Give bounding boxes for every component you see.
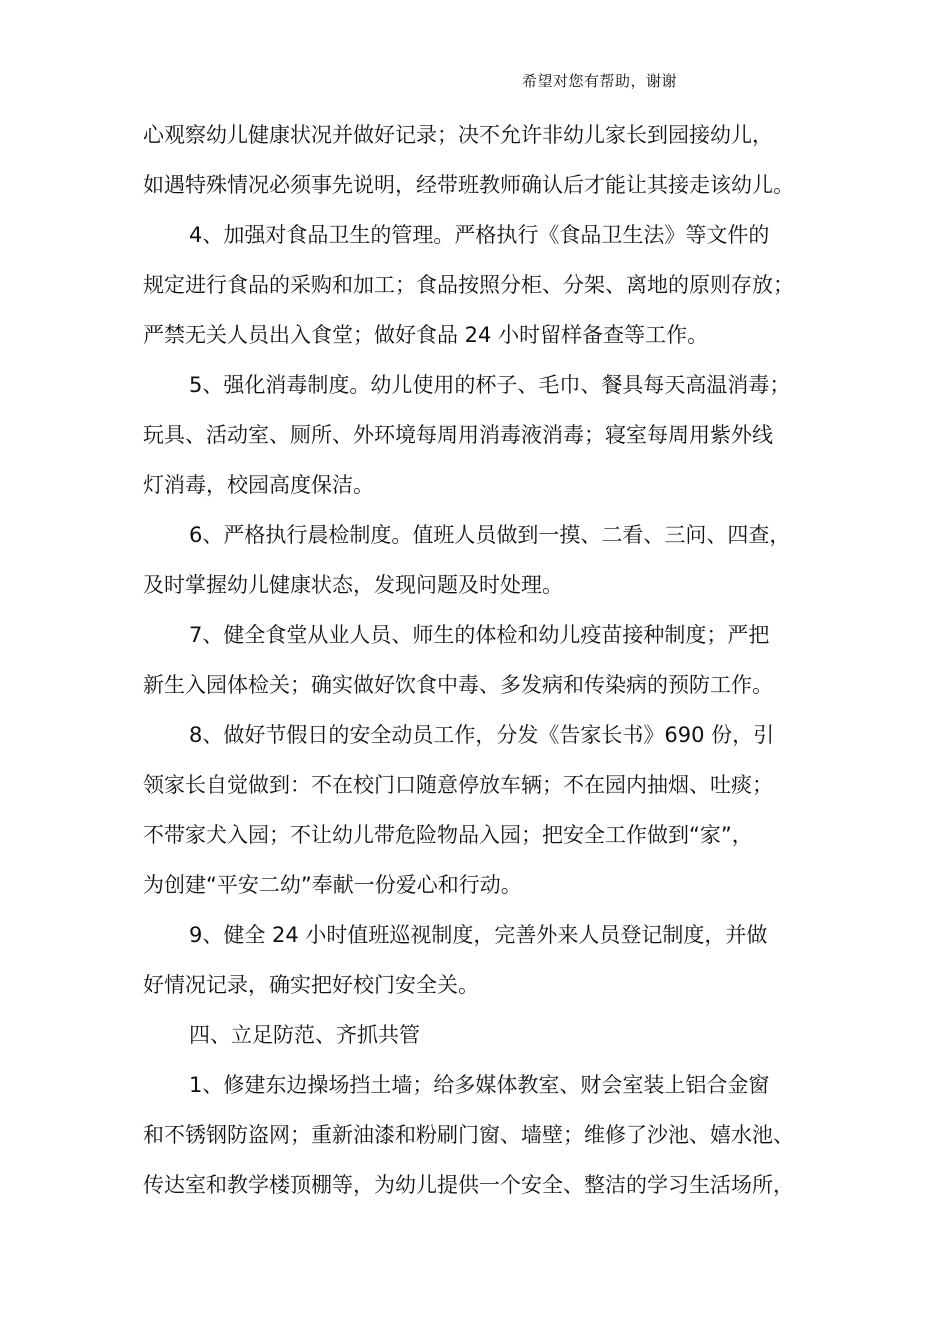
header-note: 希望对您有帮助，谢谢 <box>522 72 678 90</box>
paragraph-start: 8、做好节假日的安全动员工作，分发《告家长书》690 份，引 <box>189 723 775 747</box>
text-line: 为创建“平安二幼”奉献一份爱心和行动。 <box>143 873 522 897</box>
text-line: 领家长自觉做到：不在校门口随意停放车辆；不在园内抽烟、吐痰； <box>143 773 773 797</box>
text-line: 不带家犬入园；不让幼儿带危险物品入园；把安全工作做到“家”， <box>143 823 753 847</box>
document-body <box>143 110 823 1210</box>
text-line: 严禁无关人员出入食堂；做好食品 24 小时留样备查等工作。 <box>143 323 709 347</box>
text-line: 及时掌握幼儿健康状态，发现问题及时处理。 <box>143 573 563 597</box>
paragraph-start: 7、健全食堂从业人员、师生的体检和幼儿疫苗接种制度；严把 <box>189 623 770 647</box>
text-line: 规定进行食品的采购和加工；食品按照分柜、分架、离地的原则存放； <box>143 273 794 297</box>
paragraph-start: 5、强化消毒制度。幼儿使用的杯子、毛巾、餐具每天高温消毒； <box>189 373 791 397</box>
text-line: 新生入园体检关；确实做好饮食中毒、多发病和传染病的预防工作。 <box>143 673 773 697</box>
text-line: 灯消毒，校园高度保洁。 <box>143 473 374 497</box>
paragraph-start: 9、健全 24 小时值班巡视制度，完善外来人员登记制度，并做 <box>189 923 768 947</box>
text-line: 和不锈钢防盗网；重新油漆和粉刷门窗、墙壁；维修了沙池、嬉水池、 <box>143 1123 794 1147</box>
text-line: 传达室和教学楼顶棚等，为幼儿提供一个安全、整洁的学习生活场所， <box>143 1173 794 1197</box>
paragraph-start: 1、修建东边操场挡土墙；给多媒体教室、财会室装上铝合金窗 <box>189 1073 770 1097</box>
section-heading: 四、立足防范、齐抓共管 <box>189 1023 420 1047</box>
paragraph-start: 6、严格执行晨检制度。值班人员做到一摸、二看、三问、四查， <box>189 523 791 547</box>
text-line: 如遇特殊情况必须事先说明，经带班教师确认后才能让其接走该幼儿。 <box>143 173 794 197</box>
text-line: 玩具、活动室、厕所、外环境每周用消毒液消毒；寝室每周用紫外线 <box>143 423 773 447</box>
paragraph-start: 4、加强对食品卫生的管理。严格执行《食品卫生法》等文件的 <box>189 223 770 247</box>
text-line: 好情况记录，确实把好校门安全关。 <box>143 973 479 997</box>
text-line: 心观察幼儿健康状况并做好记录；决不允许非幼儿家长到园接幼儿， <box>143 123 773 147</box>
